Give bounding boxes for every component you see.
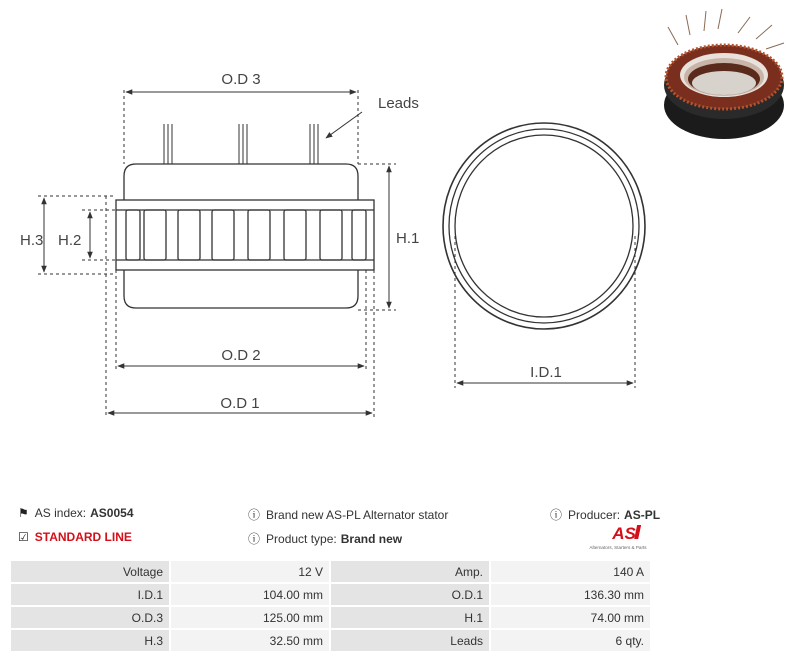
stator-side-view (116, 124, 374, 308)
spec-value: 74.00 mm (491, 607, 650, 628)
as-pl-logo (584, 521, 652, 553)
info-icon: ⓘ (248, 532, 261, 546)
tag-icon: ⚑ (18, 506, 29, 520)
spec-key: Voltage (11, 561, 169, 582)
label-h2: H.2 (58, 232, 82, 249)
stator-front-view (443, 123, 645, 329)
spec-key: Amp. (331, 561, 489, 582)
as-index-value: AS0054 (90, 506, 134, 520)
spec-value: 140 A (491, 561, 650, 582)
product-type-label: Product type: (266, 531, 337, 546)
label-leads: Leads (378, 95, 419, 112)
brand-text: Brand new AS-PL Alternator stator (266, 507, 449, 522)
as-index-label: AS index: (34, 506, 87, 520)
spec-key: O.D.1 (331, 584, 489, 605)
spec-value: 12 V (171, 561, 329, 582)
spec-key: H.3 (11, 630, 169, 651)
product-type-value: Brand new (340, 531, 403, 546)
spec-key: I.D.1 (11, 584, 169, 605)
info-icon: ⓘ (248, 508, 261, 522)
stator-photo (660, 5, 800, 145)
table-row (11, 607, 650, 628)
producer-value: AS-PL (624, 507, 661, 522)
label-h1: H.1 (396, 230, 420, 247)
table-row (11, 584, 650, 605)
table-row (11, 561, 650, 582)
spec-key: Leads (331, 630, 489, 651)
producer-label: Producer: (568, 507, 621, 522)
standard-line (18, 530, 132, 544)
spec-table (9, 559, 652, 653)
spec-value: 104.00 mm (171, 584, 329, 605)
spec-value: 32.50 mm (171, 630, 329, 651)
core-slots (126, 210, 366, 260)
spec-value: 125.00 mm (171, 607, 329, 628)
label-od3: O.D 3 (221, 71, 261, 88)
brand-info (248, 506, 448, 523)
logo-text: AS (612, 524, 636, 543)
label-id1: I.D.1 (530, 364, 562, 381)
spec-value: 136.30 mm (491, 584, 650, 605)
label-h3: H.3 (20, 232, 44, 249)
logo-tagline: Alternators, Starters & Parts (589, 545, 647, 550)
spec-key: O.D.3 (11, 607, 169, 628)
spec-value: 6 qty. (491, 630, 650, 651)
label-od1: O.D 1 (220, 395, 260, 412)
as-index (18, 506, 134, 520)
table-row (11, 630, 650, 651)
spec-key: H.1 (331, 607, 489, 628)
checkbox-icon: ☑ (18, 530, 29, 544)
winding-body (124, 164, 358, 200)
label-od2: O.D 2 (221, 347, 261, 364)
lead-wires (164, 124, 318, 164)
standard-line-label: STANDARD LINE (34, 530, 132, 544)
product-type (248, 530, 402, 547)
info-icon: ⓘ (550, 508, 563, 522)
